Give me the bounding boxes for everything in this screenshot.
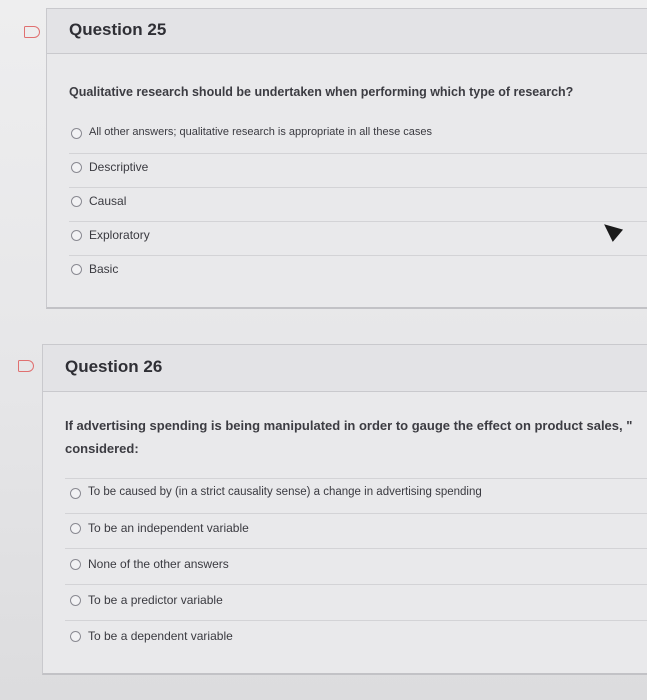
radio-button[interactable] xyxy=(70,595,81,606)
answer-label: Basic xyxy=(89,262,119,276)
answer-option[interactable] xyxy=(65,514,647,549)
question-card-25 xyxy=(46,8,647,309)
answer-label: All other answers; qualitative research is appropriate in all these cases xyxy=(89,126,433,138)
radio-button[interactable] xyxy=(70,488,81,499)
answer-option[interactable] xyxy=(69,153,647,188)
answer-label: To be caused by (in a strict causality sense) a change in advertising spending xyxy=(88,486,482,498)
radio-button[interactable] xyxy=(71,264,82,275)
radio-button[interactable] xyxy=(71,196,82,207)
radio-button[interactable] xyxy=(70,631,81,642)
answer-label: To be an independent variable xyxy=(88,521,249,535)
question-title: Question 25 xyxy=(69,20,167,39)
question-text-line-2: considered: xyxy=(65,441,139,456)
answer-label: To be a dependent variable xyxy=(88,629,233,643)
answer-option[interactable] xyxy=(69,255,647,289)
question-text-line-1: If advertising spending is being manipulated in order to gauge the effect on product sales, " xyxy=(65,418,633,433)
answer-option[interactable] xyxy=(69,187,647,222)
answer-label: Descriptive xyxy=(89,160,149,174)
answer-option[interactable] xyxy=(69,221,647,256)
answer-option[interactable] xyxy=(69,119,647,154)
radio-button[interactable] xyxy=(71,128,82,139)
question-header xyxy=(43,345,647,392)
answer-label: To be a predictor variable xyxy=(88,593,223,607)
question-card-26 xyxy=(42,344,647,675)
answer-option[interactable] xyxy=(65,550,647,585)
radio-button[interactable] xyxy=(71,162,82,173)
answer-option[interactable] xyxy=(65,586,647,621)
answer-label: Causal xyxy=(89,194,127,208)
question-text: Qualitative research should be undertaken when performing which type of research? xyxy=(69,85,574,99)
radio-button[interactable] xyxy=(71,230,82,241)
flag-icon[interactable] xyxy=(18,360,34,372)
answer-label: None of the other answers xyxy=(88,557,229,571)
answer-option[interactable] xyxy=(65,622,647,656)
answer-option[interactable] xyxy=(65,478,647,514)
flag-icon[interactable] xyxy=(24,26,40,38)
radio-button[interactable] xyxy=(70,523,81,534)
answer-label: Exploratory xyxy=(89,228,150,242)
question-header xyxy=(47,9,647,54)
question-title: Question 26 xyxy=(65,357,163,376)
radio-button[interactable] xyxy=(70,559,81,570)
